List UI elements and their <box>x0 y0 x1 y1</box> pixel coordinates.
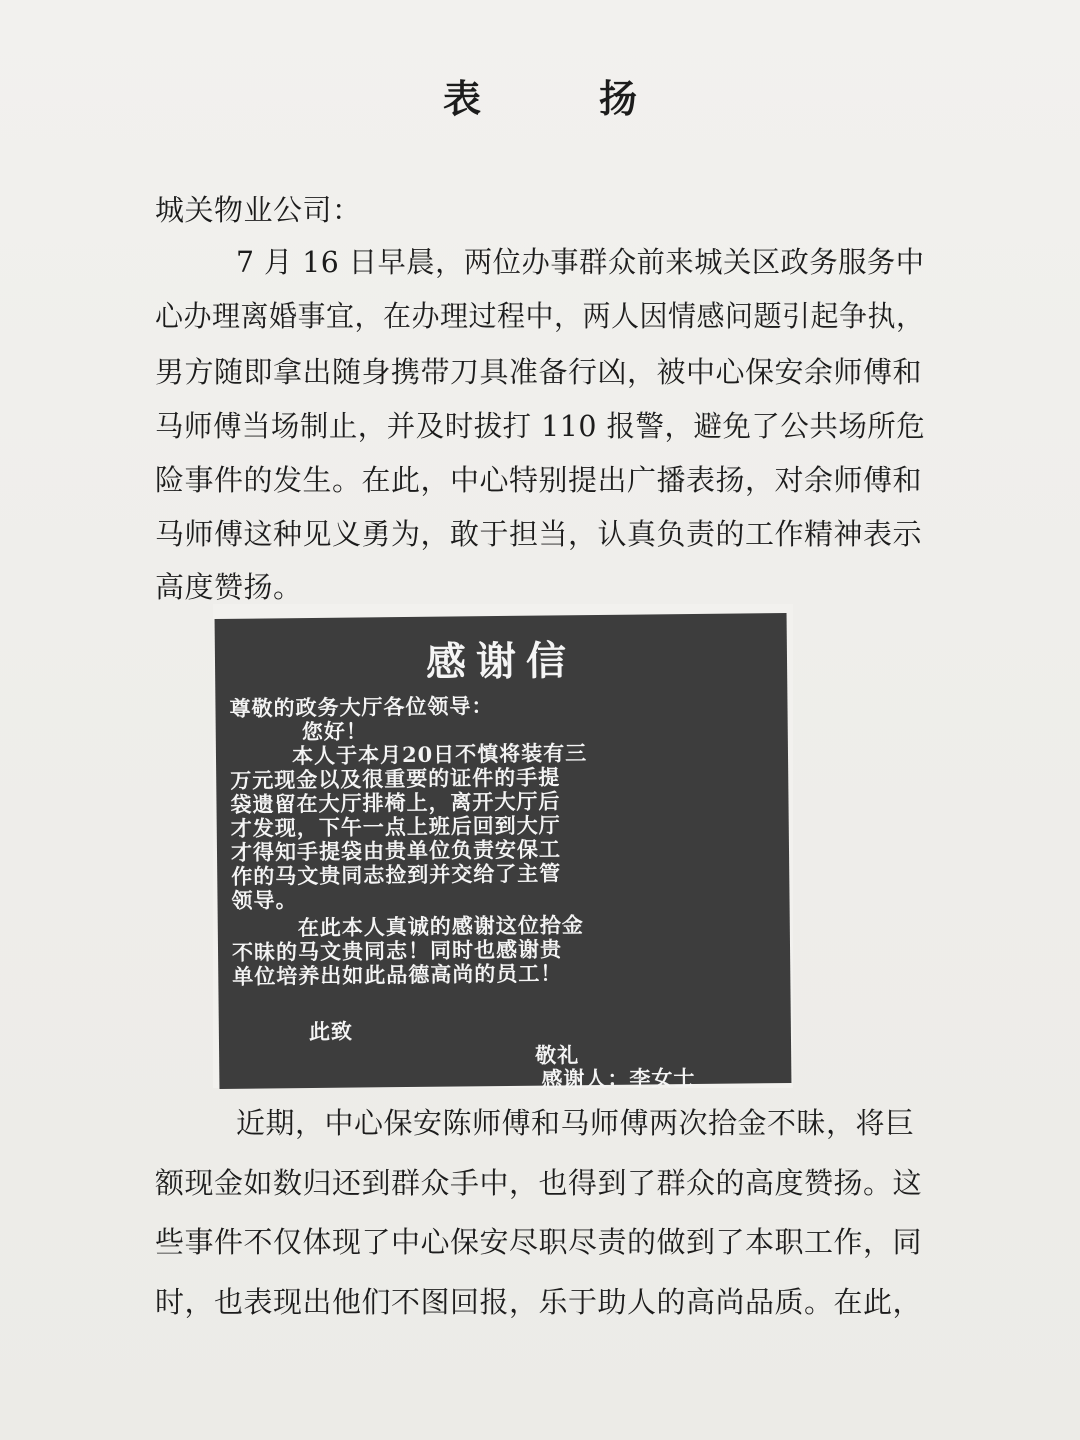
paragraph-1-line: 男方随即拿出随身携带刀具准备行凶，被中心保安余师傅和 <box>155 355 923 389</box>
paragraph-2-line: 些事件不仅体现了中心保安尽职尽责的做到了本职工作，同 <box>155 1225 923 1259</box>
thank-you-letter-photo <box>213 604 793 1092</box>
paragraph-1-line: 马师傅当场制止，并及时拔打 110 报警，避免了公共场所危 <box>155 409 926 443</box>
letter-line: 袋遗留在大厅排椅上，离开大厅后 <box>230 788 561 817</box>
paragraph-1-line: 马师傅这种见义勇为，敢于担当，认真负责的工作精神表示 <box>155 517 923 551</box>
letter-signature: 感谢人：李女士 <box>541 1064 696 1092</box>
letter-line: 不昧的马文贵同志！同时也感谢贵 <box>231 936 563 965</box>
letter-line: 才发现，下午一点上班后回到大厅 <box>230 812 561 841</box>
letter-line: 在此本人真诚的感谢这位拾金 <box>297 912 584 941</box>
letter-closing: 此致 <box>308 1018 354 1045</box>
paragraph-1-line: 高度赞扬。 <box>155 570 303 604</box>
letter-regards: 敬礼 <box>535 1042 580 1068</box>
document-title: 表 扬 <box>442 76 677 121</box>
letter-line: 单位培养出如此品德高尚的员工！ <box>232 960 563 989</box>
letter-line: 万元现金以及很重要的证件的手提 <box>230 764 561 793</box>
paragraph-2-line: 近期，中心保安陈师傅和马师傅两次拾金不昧，将巨 <box>236 1106 915 1140</box>
letter-line: 尊敬的政务大厅各位领导： <box>229 693 494 721</box>
letter-line: 领导。 <box>231 887 298 913</box>
salutation: 城关物业公司： <box>155 193 362 227</box>
letter-line: 作的马文贵同志捡到并交给了主管 <box>231 860 562 889</box>
paragraph-1-line: 险事件的发生。在此，中心特别提出广播表扬，对余师傅和 <box>155 463 923 497</box>
letter-title: 感谢信 <box>425 637 577 686</box>
thank-you-letter <box>215 613 792 1092</box>
letter-line: 您好！ <box>301 718 368 745</box>
paragraph-2-line: 时，也表现出他们不图回报，乐于助人的高尚品质。在此， <box>155 1285 923 1319</box>
letter-line: 本人于本月20日不慎将装有三 <box>291 740 588 769</box>
letter-line: 才得知手提袋由贵单位负责安保工 <box>230 836 562 865</box>
paragraph-1-line: 7 月 16 日早晨，两位办事群众前来城关区政务服务中 <box>236 245 925 279</box>
paragraph-1-line: 心办理离婚事宜，在办理过程中，两人因情感问题引起争执， <box>155 299 925 333</box>
paragraph-2-line: 额现金如数归还到群众手中，也得到了群众的高度赞扬。这 <box>155 1166 923 1200</box>
